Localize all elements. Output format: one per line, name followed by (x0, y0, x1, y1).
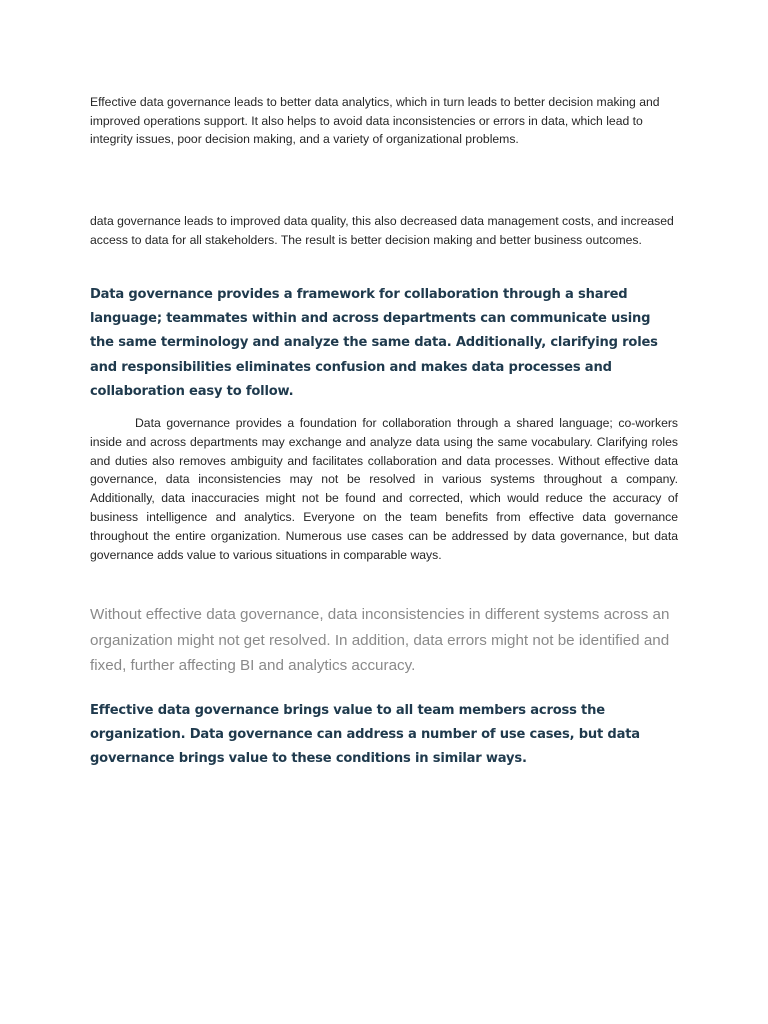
paragraph-intro: Effective data governance leads to better data analytics, which in turn leads to better decision making and improved operations support. It also helps to avoid data inconsistencies or errors in data, which lead to integrity issues, poor decision making, and a variety of organizational problems. (90, 95, 660, 147)
paragraph-data-quality: data governance leads to improved data quality, this also decreased data management costs, and increased access to data for all stakeholders. The result is better decision making and better business outcomes. (90, 214, 674, 247)
paragraph-foundation-body: Data governance provides a foundation for collaboration through a shared language; co-workers inside and across departments may exchange and analyze data using the same vocabulary. Clarifying roles and duties also removes ambiguity and facilitates collaboration and data processes. Without effective data governance, data inconsistencies may not be resolved in various systems throughout a company. Additionally, data inaccuracies might not be found and corrected, which would reduce the accuracy of business intelligence and analytics. Everyone on the team benefits from effective data governance throughout the entire organization. Numerous use cases can be addressed by data governance, but data governance adds value to various situations in comparable ways. (90, 416, 678, 562)
paragraph-without-governance: Without effective data governance, data inconsistencies in different systems across an organization might not get resolved. In addition, data errors might not be identified and fixed, further affecting BI and analytics accuracy. (90, 606, 670, 675)
paragraph-framework-highlight: Data governance provides a framework for collaboration through a shared language; teammates within and across departments can communicate using the same terminology and analyze the same data. Additionally, clarifying roles and responsibilities eliminates confusion and makes data processes and collaboration easy to follow. (90, 287, 658, 399)
paragraph-value-highlight: Effective data governance brings value to all team members across the organization. Data governance can address a number of use cases, but data governance brings value to these conditions in similar ways. (90, 703, 640, 767)
